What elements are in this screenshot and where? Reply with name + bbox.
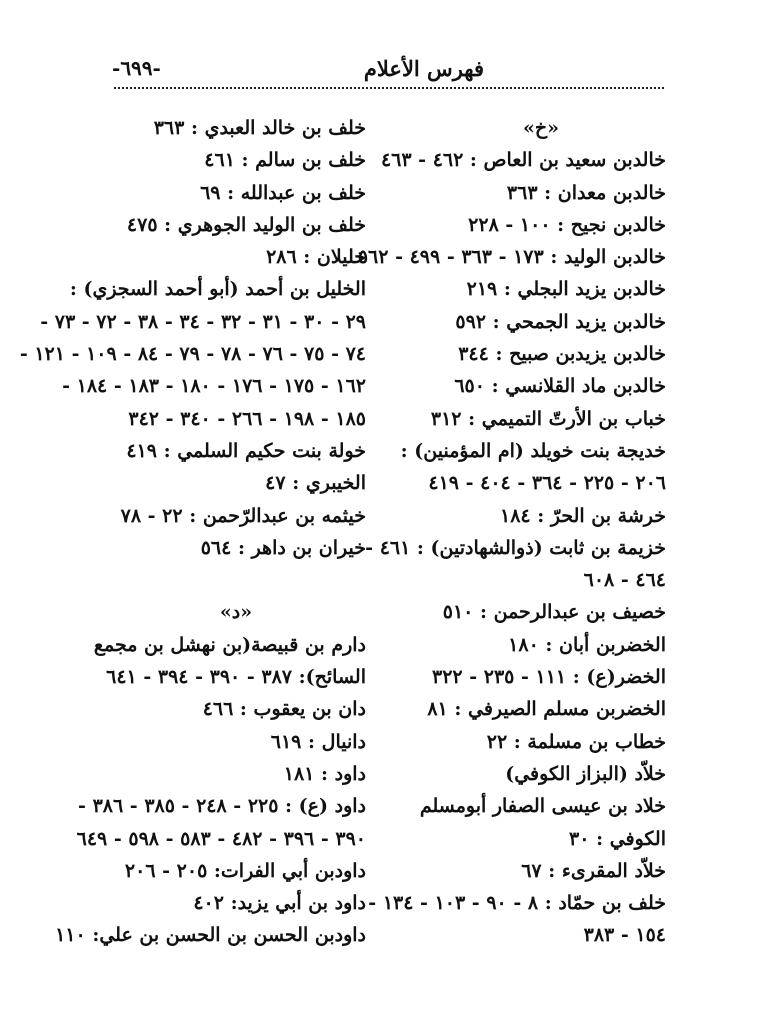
index-entry-line: خطاب بن مسلمة : ٢٢ (486, 730, 666, 753)
index-entry-line: خصيف بن عبدالرحمن : ٥١٠ (442, 601, 666, 624)
index-entry-line: خالدبن نجيح : ١٠٠ - ٢٢٨ (468, 213, 666, 236)
index-entry-line: الخضربن مسلم الصيرفي : ٨١ (427, 698, 666, 721)
index-entry-line: داود (ع) : ٢٢٥ - ٢٤٨ - ٣٨٥ - ٣٨٦ - (78, 795, 366, 818)
section-letter-heading: «خ» (522, 117, 559, 139)
index-entry-line: خلاّد (البزاز الكوفي) (505, 762, 666, 785)
index-entry-line: خزيمة بن ثابت (ذوالشهادتين) : ٤٦١ - (365, 536, 666, 559)
page-header (112, 50, 664, 84)
index-entry-line: ٣٩٠ - ٣٩٦ - ٤٨٢ - ٥٨٣ - ٥٩٨ - ٦٤٩ (76, 827, 366, 850)
index-entry-line: خيران بن داهر : ٥٦٤ (200, 536, 366, 559)
index-entry-line: خالدبن معدان : ٣٦٣ (506, 181, 666, 204)
index-entry-line: خديجة بنت خويلد (ام المؤمنين) : (400, 439, 666, 462)
index-entry-line: خرشة بن الحرّ : ١٨٤ (500, 504, 666, 527)
index-entry-line: خالدبن يزيدبن صبيح : ٣٤٤ (458, 343, 666, 366)
index-entry-line: خلف بن حمّاد : ٨ - ٩٠ - ١٠٣ - ١٣٤ - (368, 892, 666, 915)
page-number: -٦٩٩- (112, 56, 161, 80)
running-title: فهرس الأعلام (363, 56, 484, 81)
index-entry-line: خالدبن ماد القلانسي : ٦٥٠ (454, 375, 666, 398)
index-entry-line: خالدبن يزيد الجمحي : ٥٩٢ (455, 310, 666, 333)
index-entry-line: دان بن يعقوب : ٤٦٦ (202, 698, 366, 721)
index-entry-line: خلف بن خالد العبدي : ٣٦٣ (153, 117, 366, 139)
index-entry-line: ٧٤ - ٧٥ - ٧٦ - ٧٨ - ٧٩ - ٨٤ - ١٠٩ - ١٢١ - (19, 343, 366, 366)
index-entry-line: السائح): ٣٨٧ - ٣٩٠ - ٣٩٤ - ٦٤١ (106, 666, 366, 689)
index-entry-line: ١٥٤ - ٣٨٣ (583, 924, 666, 947)
index-entry-line: الخليل بن أحمد (أبو أحمد السجزي) : (69, 278, 366, 301)
index-entry-line: الخضر(ع) : ١١١ - ٢٣٥ - ٣٢٢ (432, 666, 666, 689)
index-entry-line: خليلان : ٢٨٦ (266, 246, 366, 269)
index-entry-line (66, 564, 366, 596)
index-entry-line: داودبن الحسن بن الحسن بن علي: ١١٠ (55, 924, 366, 947)
index-entry-line: خالدبن سعيد بن العاص : ٤٦٢ - ٤٦٣ (380, 149, 666, 172)
index-entry-line: خالدبن الوليد : ١٧٣ - ٣٦٣ - ٤٩٩ - ٥٦٢ (357, 246, 666, 269)
index-entry-line: خلف بن سالم : ٤٦١ (204, 149, 366, 172)
index-entry-line: داود : ١٨١ (283, 762, 366, 785)
index-entry-line: خلاد بن عيسى الصفار أبومسلم (419, 795, 666, 818)
dotted-divider (114, 87, 664, 89)
index-entry-line: خلف بن الوليد الجوهري : ٤٧٥ (126, 213, 366, 236)
index-entry-line: ٢٩ - ٣٠ - ٣١ - ٣٢ - ٣٤ - ٣٨ - ٧٢ - ٧٣ - (40, 310, 366, 333)
index-entry-line: دانيال : ٦١٩ (270, 730, 366, 753)
index-entry-line: ٢٠٦ - ٢٢٥ - ٣٦٤ - ٤٠٤ - ٤١٩ (428, 472, 666, 495)
index-entry-line: ٤٦٤ - ٦٠٨ (583, 569, 666, 592)
index-entry-line: خالدبن يزيد البجلي : ٢١٩ (466, 278, 666, 301)
index-entry-line: خلاّد المقرىء : ٦٧ (521, 859, 666, 882)
index-column-right (357, 112, 666, 952)
index-entry-line: الكوفي : ٣٠ (569, 827, 666, 850)
section-letter-heading: «د» (219, 601, 253, 624)
index-entry-line: ١٨٥ - ١٩٨ - ٢٦٦ - ٣٤٠ - ٣٤٢ (128, 407, 366, 430)
index-entry-line: داودبن أبي الفرات: ٢٠٥ - ٢٠٦ (124, 859, 366, 882)
index-entry-line: داود بن أبي يزيد: ٤٠٢ (193, 892, 366, 915)
index-column-left (19, 112, 366, 952)
index-entry-line: خيثمه بن عبدالرّحمن : ٢٢ - ٧٨ (120, 504, 366, 527)
index-entry-line: الخضربن أبان : ١٨٠ (508, 633, 666, 656)
index-entry-line: خلف بن عبدالله : ٦٩ (200, 181, 366, 204)
index-entry-line: خولة بنت حكيم السلمي : ٤١٩ (126, 439, 366, 462)
index-entry-line: خباب بن الأرتّ التميمي : ٣١٢ (430, 407, 666, 430)
index-entry-line: الخيبري : ٤٧ (265, 472, 366, 495)
index-entry-line: دارم بن قبيصة(بن نهشل بن مجمع (93, 633, 366, 656)
index-entry-line: ١٦٢ - ١٧٥ - ١٧٦ - ١٨٠ - ١٨٣ - ١٨٤ - (62, 375, 366, 398)
